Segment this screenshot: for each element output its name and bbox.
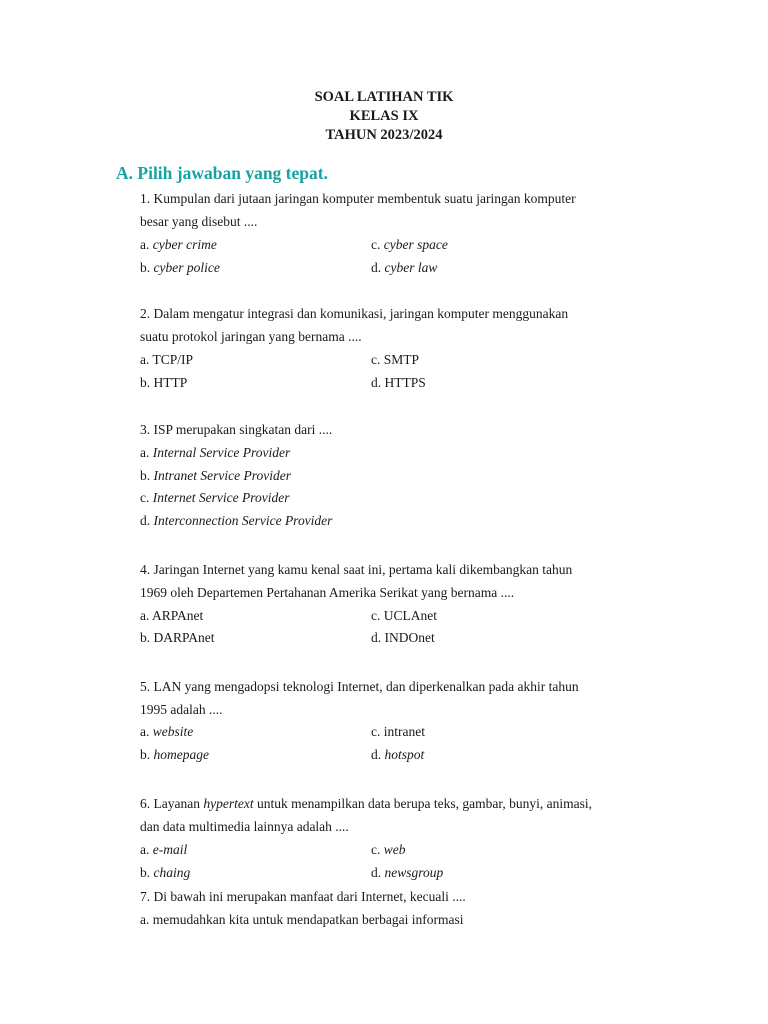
question-2-text: 2. Dalam mengatur integrasi dan komunikasi, jaringan komputer menggunakan: [140, 306, 569, 321]
question-6-text: 6. Layanan hypertext untuk menampilkan data berupa teks, gambar, bunyi, animasi,: [140, 796, 592, 811]
question-1-text-cont: besar yang disebut ....: [140, 214, 258, 229]
question-6-option-c: c. web: [371, 842, 406, 857]
question-7-option-a: a. memudahkan kita untuk mendapatkan berbagai informasi: [140, 912, 464, 927]
question-6-option-d: d. newsgroup: [371, 865, 444, 880]
question-3-option-b: b. Intranet Service Provider: [140, 468, 291, 483]
question-1-text: 1. Kumpulan dari jutaan jaringan komputer membentuk suatu jaringan komputer: [140, 191, 576, 206]
question-5-option-b: b. homepage: [140, 747, 209, 762]
question-1-option-a: a. cyber crime: [140, 237, 217, 252]
section-heading: A. Pilih jawaban yang tepat.: [116, 163, 328, 183]
question-7-text: 7. Di bawah ini merupakan manfaat dari Internet, kecuali ....: [140, 889, 466, 904]
question-5-text-cont: 1995 adalah ....: [140, 702, 223, 717]
question-3-option-a: a. Internal Service Provider: [140, 445, 291, 460]
question-4-option-c: c. UCLAnet: [371, 608, 437, 623]
question-4-option-a: a. ARPAnet: [140, 608, 204, 623]
question-1-option-b: b. cyber police: [140, 260, 220, 275]
document-title: [0, 88, 768, 145]
question-2-option-b: b. HTTP: [140, 375, 188, 390]
question-5-option-a: a. website: [140, 724, 194, 739]
title-line-2: KELAS IX: [349, 108, 419, 124]
question-5-option-c: c. intranet: [371, 724, 425, 739]
question-4-option-d: d. INDOnet: [371, 630, 435, 645]
question-4-option-b: b. DARPAnet: [140, 630, 215, 645]
question-1-option-d: d. cyber law: [371, 260, 438, 275]
question-4-text-cont: 1969 oleh Departemen Pertahanan Amerika Serikat yang bernama ....: [140, 585, 515, 600]
question-2-option-c: c. SMTP: [371, 352, 420, 367]
title-line-3: TAHUN 2023/2024: [325, 127, 443, 143]
question-2-text-cont: suatu protokol jaringan yang bernama ....: [140, 329, 362, 344]
question-6-option-a: a. e-mail: [140, 842, 188, 857]
question-5-text: 5. LAN yang mengadopsi teknologi Internet, dan diperkenalkan pada akhir tahun: [140, 679, 579, 694]
question-6-option-b: b. chaing: [140, 865, 191, 880]
question-5-option-d: d. hotspot: [371, 747, 425, 762]
question-2-option-d: d. HTTPS: [371, 375, 426, 390]
question-2-option-a: a. TCP/IP: [140, 352, 194, 367]
question-3-option-d: d. Interconnection Service Provider: [140, 513, 333, 528]
question-4-text: 4. Jaringan Internet yang kamu kenal saat ini, pertama kali dikembangkan tahun: [140, 562, 573, 577]
question-3-text: 3. ISP merupakan singkatan dari ....: [140, 422, 333, 437]
title-line-1: SOAL LATIHAN TIK: [314, 89, 454, 105]
question-3-option-c: c. Internet Service Provider: [140, 490, 290, 505]
question-1-option-c: c. cyber space: [371, 237, 448, 252]
question-6-text-cont: dan data multimedia lainnya adalah ....: [140, 819, 349, 834]
